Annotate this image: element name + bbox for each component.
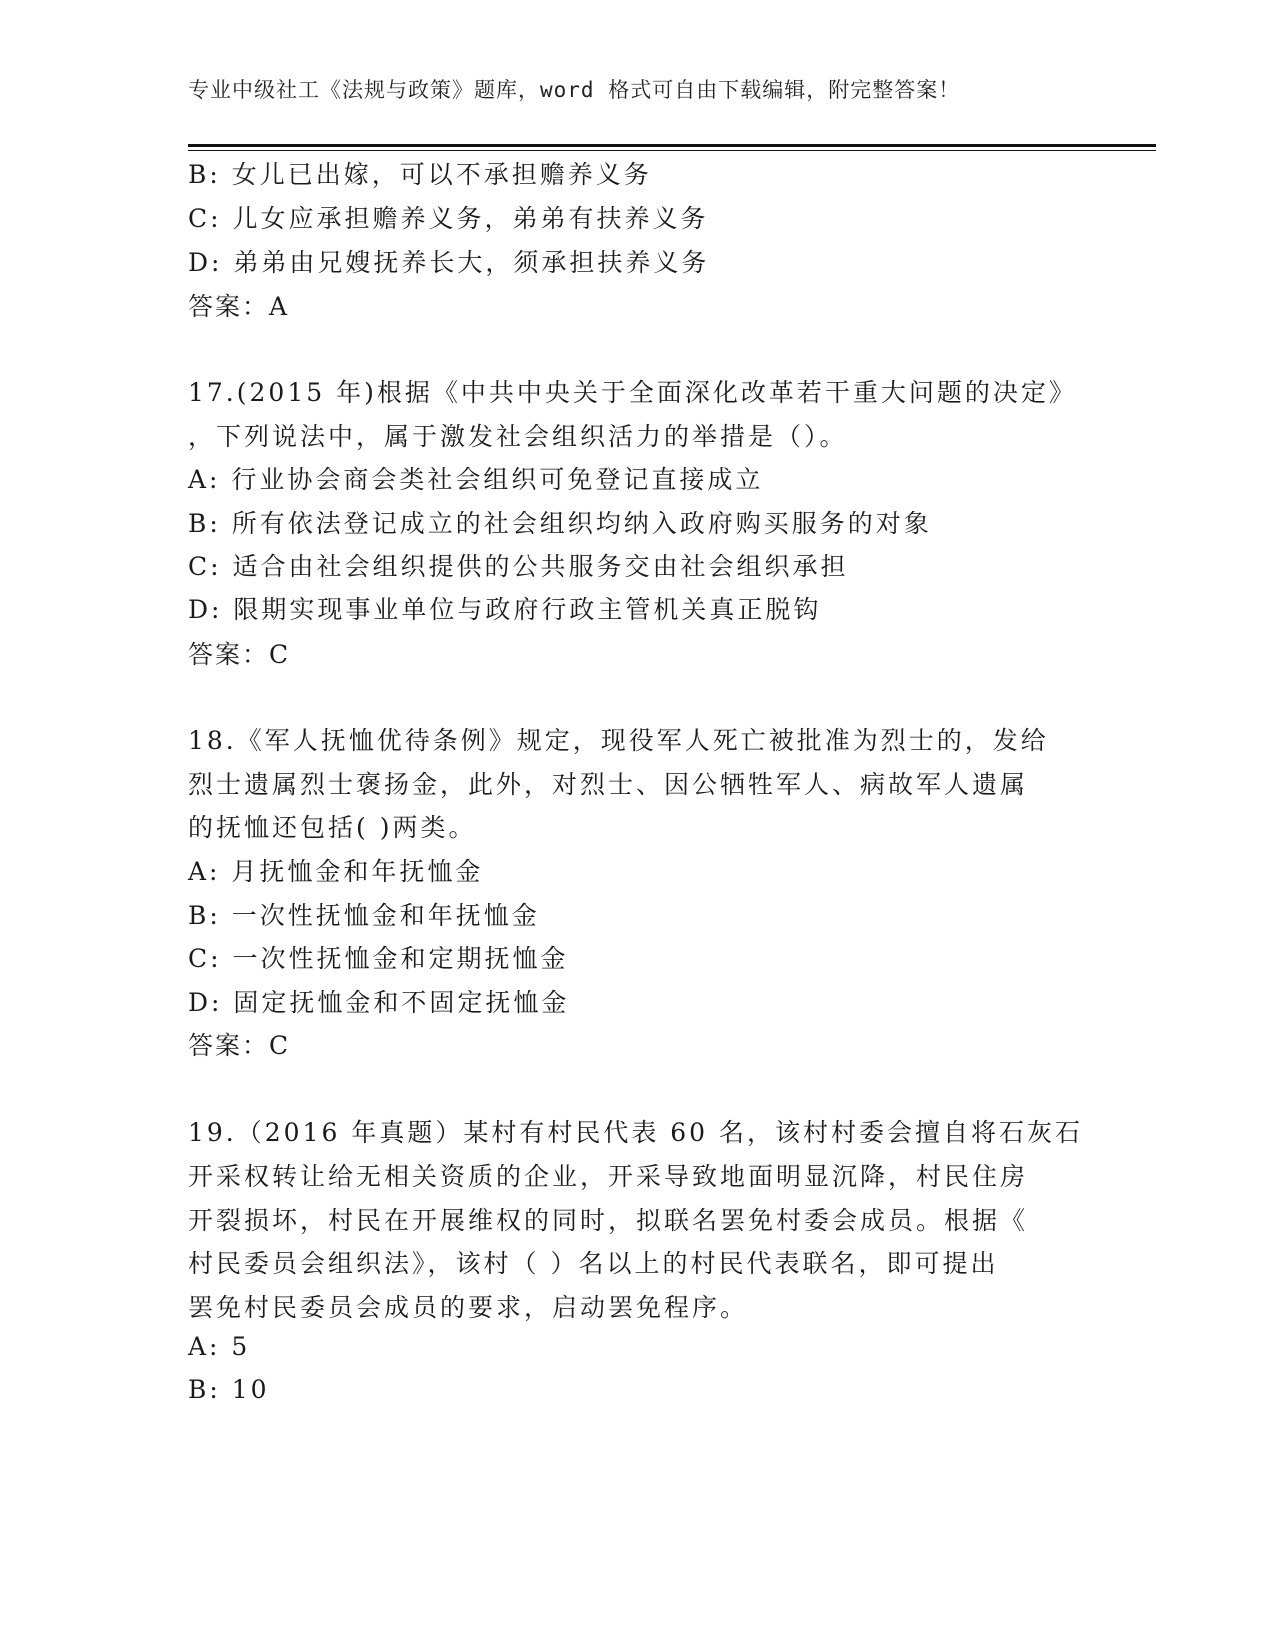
answer: 答案：C <box>188 640 291 669</box>
option-d: D: 固定抚恤金和不固定抚恤金 <box>188 988 570 1017</box>
header-divider <box>188 144 1156 147</box>
question-19-stem: 开采权转让给无相关资质的企业，开采导致地面明显沉降，村民住房 <box>188 1162 1029 1191</box>
option-d: D: 限期实现事业单位与政府行政主管机关真正脱钩 <box>188 595 822 624</box>
option-b: B: 所有依法登记成立的社会组织均纳入政府购买服务的对象 <box>188 509 932 538</box>
question-19-stem: 村民委员会组织法》，该村（ ）名以上的村民代表联名，即可提出 <box>188 1249 999 1278</box>
answer: 答案：A <box>188 292 290 321</box>
answer: 答案：C <box>188 1031 291 1060</box>
question-18-stem: 的抚恤还包括( )两类。 <box>188 813 477 842</box>
option-c: C: 适合由社会组织提供的公共服务交由社会组织承担 <box>188 552 849 581</box>
option-d: D: 弟弟由兄嫂抚养长大，须承担扶养义务 <box>188 248 710 277</box>
header-divider-thin <box>188 150 1156 151</box>
option-a: A: 月抚恤金和年抚恤金 <box>188 857 484 886</box>
question-17-stem: 17.(2015 年)根据《中共中央关于全面深化改革若干重大问题的决定》 <box>188 378 1077 407</box>
question-19-stem: 19.（2016 年真题）某村有村民代表 60 名，该村村委会擅自将石灰石 <box>188 1118 1084 1147</box>
question-19-stem: 开裂损坏，村民在开展维权的同时，拟联名罢免村委会成员。根据《 <box>188 1206 1029 1235</box>
option-b: B: 10 <box>188 1375 270 1404</box>
question-18-stem: 烈士遗属烈士褒扬金，此外，对烈士、因公牺牲军人、病故军人遗属 <box>188 770 1029 799</box>
option-a: A: 5 <box>188 1332 251 1361</box>
option-c: C: 一次性抚恤金和定期抚恤金 <box>188 944 569 973</box>
question-17-stem: ，下列说法中，属于激发社会组织活力的举措是（）。 <box>188 422 848 451</box>
question-18-stem: 18.《军人抚恤优待条例》规定，现役军人死亡被批准为烈士的，发给 <box>188 726 1049 755</box>
option-c: C: 儿女应承担赡养义务，弟弟有扶养义务 <box>188 204 709 233</box>
question-19-stem: 罢免村民委员会成员的要求，启动罢免程序。 <box>188 1293 749 1322</box>
option-b: B: 女儿已出嫁，可以不承担赡养义务 <box>188 160 652 189</box>
option-a: A: 行业协会商会类社会组织可免登记直接成立 <box>188 465 764 494</box>
page-header: 专业中级社工《法规与政策》题库，word 格式可自由下载编辑，附完整答案！ <box>188 78 961 102</box>
option-b: B: 一次性抚恤金和年抚恤金 <box>188 901 540 930</box>
